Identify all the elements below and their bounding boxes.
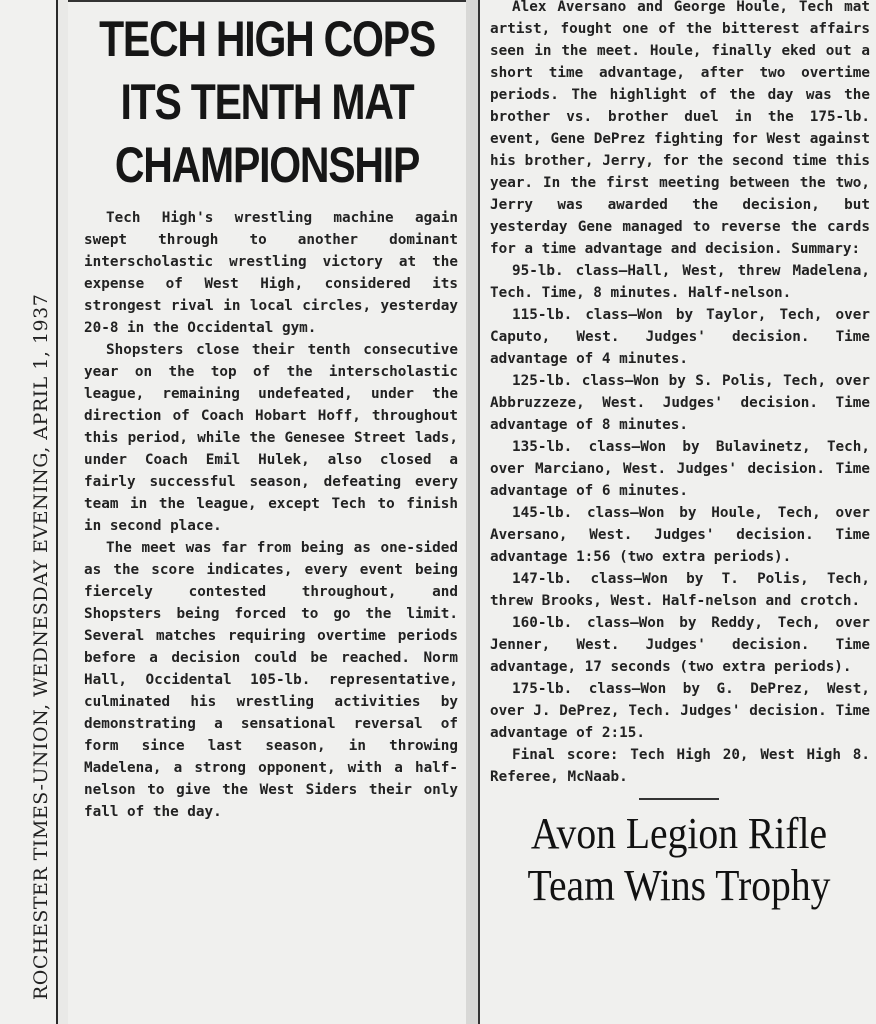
paragraph-continuation: Alex Aversano and George Houle, Tech mat artist, fought one of the bitterest affairs seen in the meet. Houle, finally eked out a short time advantage, after two overtime periods. The highlight of the day was the brother vs. brother duel in the 175-lb. event, Gene DePrez fighting for West against his brother, Jerry, for the second time this year. In the first meeting between the two, Jerry was awarded the decision, but yesterday Gene managed to reverse the cards for a time advantage and decision. Summary: — [490, 0, 870, 257]
summary-item: 135-lb. class—Won by Bulavinetz, Tech, over Marciano, West. Judges' decision. Time advantage of 6 minutes. — [490, 439, 870, 499]
column-gutter — [466, 0, 478, 1024]
next-headline-line-1: Avon Legion Rifle — [530, 809, 828, 858]
summary-item: 95-lb. class—Hall, West, threw Madelena, Tech. Time, 8 minutes. Half-nelson. — [490, 263, 870, 301]
article-body — [68, 207, 466, 823]
final-score: Final score: Tech High 20, West High 8. Referee, McNaab. — [490, 747, 870, 785]
article-column-left — [68, 0, 466, 1024]
paragraph-shopsters: Shopsters close their tenth consecutive year on the top of the interscholastic league, remaining undefeated, under the direction of Coach Hobart Hoff, throughout this period, while the Genesee Street lads, under Coach Emil Hulek, also closed a fairly successful season, defeating every team in the league, except Tech to finish in second place. — [84, 342, 458, 534]
article-column-right — [478, 0, 876, 1024]
next-headline-line-2: Team Wins Trophy — [527, 861, 831, 910]
headline-line-3: CHAMPIONSHIP — [114, 137, 420, 193]
summary-item: 125-lb. class—Won by S. Polis, Tech, over Abbruzzeze, West. Judges' decision. Time advantage of 8 minutes. — [490, 373, 870, 433]
paragraph-meet: The meet was far from being as one-sided as the score indicates, every event being fiercely contested throughout, and Shopsters being forced to go the limit. Several matches requiring overtime periods before a decision could be reached. Norm Hall, Occidental 105-lb. representative, culminated his wrestling activities by demonstrating a sensational reversal of form since last season, in throwing Madelena, a strong opponent, with a half-nelson to give the West Siders their only fall of the day. — [84, 540, 458, 820]
summary-item: 115-lb. class—Won by Taylor, Tech, over Caputo, West. Judges' decision. Time advantage of 4 minutes. — [490, 307, 870, 367]
article-continuation — [480, 0, 876, 788]
article-headline — [79, 8, 455, 197]
next-article-headline — [482, 808, 876, 912]
dateline: ROCHESTER TIMES-UNION, WEDNESDAY EVENING, APRIL 1, 1937 — [30, 293, 52, 1000]
summary-item: 147-lb. class—Won by T. Polis, Tech, threw Brooks, West. Half-nelson and crotch. — [490, 571, 870, 609]
headline-line-1: TECH HIGH COPS — [99, 11, 435, 67]
article-divider — [639, 798, 719, 800]
summary-item: 160-lb. class—Won by Reddy, Tech, over Jenner, West. Judges' decision. Time advantage, 17 seconds (two extra periods). — [490, 615, 870, 675]
paragraph-lead: Tech High's wrestling machine again swept through to another dominant interscholastic wrestling victory at the expense of West High, considered its strongest rival in local circles, yesterday 20-8 in the Occidental gym. — [84, 210, 458, 336]
column-top-rule — [68, 0, 466, 2]
summary-item: 175-lb. class—Won by G. DePrez, West, over J. DePrez, Tech. Judges' decision. Time advantage of 2:15. — [490, 681, 870, 741]
headline-line-2: ITS TENTH MAT — [120, 74, 414, 130]
summary-item: 145-lb. class—Won by Houle, Tech, over Aversano, West. Judges' decision. Time advantage 1:56 (two extra periods). — [490, 505, 870, 565]
